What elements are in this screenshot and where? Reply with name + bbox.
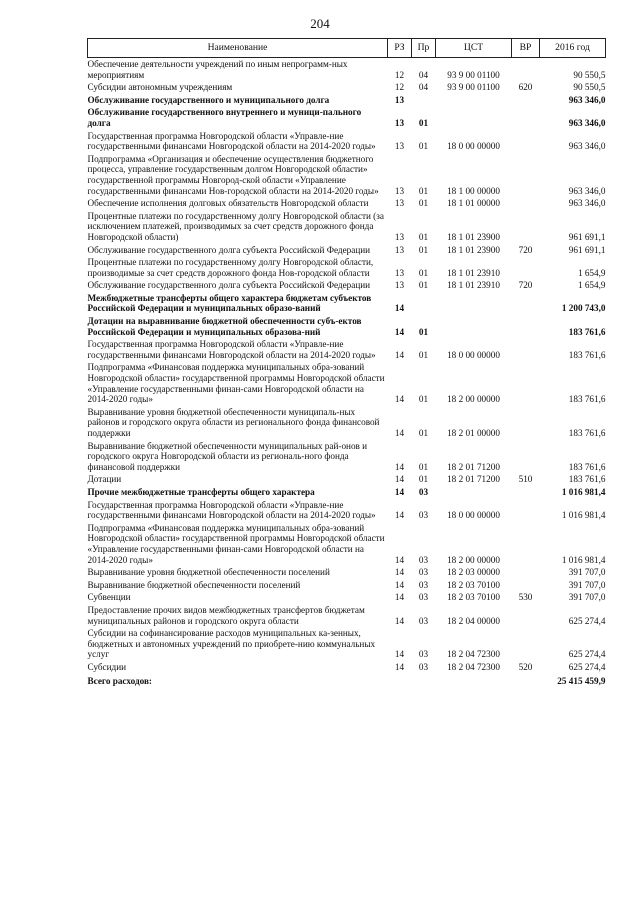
table-row bbox=[88, 153, 606, 197]
row-pr: 01 bbox=[418, 349, 429, 360]
row-cst bbox=[436, 106, 512, 129]
row-name: Обслуживание государственного и муниципального долга bbox=[87, 94, 330, 105]
row-rz: 14 bbox=[394, 567, 405, 578]
row-vr: 720 bbox=[518, 244, 533, 255]
table-row bbox=[88, 94, 606, 107]
row-name: Обслуживание государственного долга субъекта Российской Федерации bbox=[87, 280, 371, 291]
row-rz: 14 bbox=[394, 615, 405, 626]
row-sum: 1 016 981,4 bbox=[561, 486, 606, 497]
row-vr bbox=[512, 604, 540, 627]
row-name: Дотации на выравнивание бюджетной обеспеченности субъ-ектов Российской Федерации и муниципальных образова-ний bbox=[87, 316, 362, 337]
row-sum: 963 346,0 bbox=[568, 117, 606, 128]
row-pr: 01 bbox=[418, 280, 429, 291]
row-cst: 18 2 03 70100 bbox=[447, 579, 500, 590]
table-row bbox=[88, 315, 606, 338]
table-row bbox=[88, 244, 606, 257]
row-pr: 01 bbox=[418, 244, 429, 255]
row-rz: 14 bbox=[394, 349, 405, 360]
table-row bbox=[88, 106, 606, 129]
row-cst: 18 2 04 72300 bbox=[447, 661, 500, 672]
row-name: Субсидии на софинансирование расходов муниципальных ка-зенных, бюджетных и автономных учреждений по приобрете-нию коммунальных услуг bbox=[87, 628, 376, 660]
row-cst: 93 9 00 01100 bbox=[447, 69, 500, 80]
row-vr bbox=[512, 499, 540, 522]
row-vr bbox=[512, 406, 540, 440]
row-vr bbox=[512, 486, 540, 499]
row-rz: 14 bbox=[394, 661, 405, 672]
row-vr bbox=[512, 197, 540, 210]
row-cst bbox=[436, 486, 512, 499]
row-sum: 625 274,4 bbox=[568, 649, 606, 660]
row-pr: 03 bbox=[418, 554, 429, 565]
row-rz: 14 bbox=[394, 554, 405, 565]
row-pr: 03 bbox=[418, 615, 429, 626]
table-row bbox=[88, 591, 606, 604]
table-row bbox=[88, 256, 606, 279]
row-sum: 625 274,4 bbox=[568, 615, 606, 626]
row-pr: 03 bbox=[418, 486, 429, 497]
table-row bbox=[88, 440, 606, 474]
row-pr: 03 bbox=[418, 579, 429, 590]
row-name: Государственная программа Новгородской области «Управле-ние государственными финансами Новгородской области на 2014-2020 годы» bbox=[87, 130, 376, 152]
table-header-row bbox=[88, 39, 606, 58]
row-rz: 13 bbox=[394, 94, 405, 105]
row-name: Прочие межбюджетные трансферты общего характера bbox=[87, 486, 315, 497]
row-cst: 18 2 03 70100 bbox=[447, 592, 500, 603]
table-row bbox=[88, 197, 606, 210]
row-sum: 183 761,6 bbox=[568, 349, 606, 360]
row-pr: 01 bbox=[418, 117, 429, 128]
row-name: Государственная программа Новгородской области «Управле-ние государственными финансами Новгородской области на 2014-2020 годы» bbox=[87, 339, 376, 360]
row-cst: 18 1 01 00000 bbox=[447, 198, 500, 209]
row-name: Межбюджетные трансферты общего характера бюджетам субъектов Российской Федерации и муниципальных образо-ваний bbox=[87, 292, 372, 314]
row-vr bbox=[512, 579, 540, 592]
table-row bbox=[88, 81, 606, 94]
row-rz: 14 bbox=[394, 474, 405, 485]
row-vr bbox=[512, 153, 540, 197]
row-sum: 90 550,5 bbox=[573, 82, 606, 93]
row-sum: 391 707,0 bbox=[568, 592, 606, 603]
col-header-rz: РЗ bbox=[388, 39, 412, 58]
row-pr: 03 bbox=[418, 592, 429, 603]
row-name: Государственная программа Новгородской области «Управле-ние государственными финансами Новгородской области на 2014-2020 годы» bbox=[87, 499, 376, 521]
table-row bbox=[88, 58, 606, 82]
row-pr: 01 bbox=[418, 428, 429, 438]
col-header-year: 2016 год bbox=[540, 39, 606, 58]
row-cst: 93 9 00 01100 bbox=[447, 82, 500, 93]
row-name: Подпрограмма «Финансовая поддержка муниципальных обра-зований Новгородской области» государственной программы Новгородской области «Управление государственными финан-сами Новгородской области на 2014-2020 годы» bbox=[87, 522, 385, 565]
row-cst: 18 0 00 00000 bbox=[447, 141, 500, 152]
row-rz: 14 bbox=[394, 461, 405, 472]
row-sum: 963 346,0 bbox=[568, 141, 606, 152]
table-row bbox=[88, 338, 606, 361]
row-cst: 18 1 01 23900 bbox=[447, 244, 500, 255]
table-row bbox=[88, 661, 606, 674]
row-sum: 963 346,0 bbox=[568, 185, 606, 196]
row-sum: 183 761,6 bbox=[568, 394, 606, 405]
row-sum: 1 654,9 bbox=[577, 267, 606, 278]
row-name: Процентные платежи по государственному долгу Новгородской области, производимые за счет средств дорожного фонда Нов-городской области bbox=[87, 257, 374, 278]
row-sum: 1 654,9 bbox=[577, 280, 606, 291]
row-pr: 01 bbox=[418, 267, 429, 278]
row-cst: 18 2 00 00000 bbox=[447, 554, 500, 565]
row-name: Выравнивание уровня бюджетной обеспеченности поселений bbox=[87, 567, 330, 578]
row-rz: 13 bbox=[394, 117, 405, 128]
row-cst bbox=[436, 292, 512, 315]
row-pr: 01 bbox=[418, 231, 429, 242]
row-rz: 13 bbox=[394, 280, 405, 291]
table-row bbox=[88, 361, 606, 405]
row-sum: 961 691,1 bbox=[568, 244, 606, 255]
row-sum: 183 761,6 bbox=[568, 326, 606, 337]
row-vr: 620 bbox=[518, 82, 533, 93]
row-name: Выравнивание бюджетной обеспеченности муниципальных рай-онов и городского округа Новгородской области из региональ-ного фонда финансовой поддержки bbox=[87, 440, 368, 472]
row-sum: 391 707,0 bbox=[568, 567, 606, 578]
table-row bbox=[88, 627, 606, 661]
row-name: Предоставление прочих видов межбюджетных трансфертов бюджетам муниципальных районов и городского округа области bbox=[87, 604, 365, 626]
row-vr bbox=[512, 566, 540, 579]
row-vr bbox=[512, 315, 540, 338]
row-sum: 90 550,5 bbox=[573, 69, 606, 80]
row-rz: 13 bbox=[394, 141, 405, 152]
row-sum: 1 016 981,4 bbox=[561, 510, 606, 521]
row-sum: 183 761,6 bbox=[568, 428, 606, 438]
row-cst: 18 0 00 00000 bbox=[447, 510, 500, 521]
row-pr bbox=[412, 94, 436, 107]
row-sum: 963 346,0 bbox=[568, 94, 606, 105]
table-row bbox=[88, 406, 606, 440]
row-pr: 01 bbox=[418, 474, 429, 485]
row-vr bbox=[512, 256, 540, 279]
row-name: Выравнивание уровня бюджетной обеспеченности муниципаль-ных районов и городского округа области из регионального фонда финансовой поддержки bbox=[87, 406, 380, 438]
row-sum: 1 200 743,0 bbox=[561, 303, 606, 314]
expenditure-table bbox=[87, 38, 606, 688]
table-row bbox=[88, 130, 606, 153]
row-rz: 14 bbox=[394, 592, 405, 603]
row-rz: 13 bbox=[394, 185, 405, 196]
row-name: Обслуживание государственного долга субъекта Российской Федерации bbox=[87, 244, 371, 255]
row-rz: 14 bbox=[394, 428, 405, 438]
row-sum: 625 274,4 bbox=[568, 661, 606, 672]
row-cst: 18 2 01 71200 bbox=[447, 474, 500, 485]
row-rz: 13 bbox=[394, 267, 405, 278]
row-cst: 18 1 01 23910 bbox=[447, 280, 500, 291]
row-rz: 14 bbox=[394, 394, 405, 405]
row-name: Процентные платежи по государственному долгу Новгородской области (за исключением платежей, производимых за счет средств дорожного фонда Новгородской области) bbox=[87, 210, 384, 242]
row-rz: 14 bbox=[394, 579, 405, 590]
col-header-cst: ЦСТ bbox=[436, 39, 512, 58]
row-cst: 18 2 04 72300 bbox=[447, 649, 500, 660]
row-name: Обеспечение исполнения долговых обязательств Новгородской области bbox=[87, 198, 369, 209]
col-header-name: Наименование bbox=[88, 39, 388, 58]
row-vr bbox=[512, 361, 540, 405]
row-pr bbox=[412, 292, 436, 315]
row-vr bbox=[512, 58, 540, 82]
row-sum: 963 346,0 bbox=[568, 198, 606, 209]
row-pr: 01 bbox=[418, 185, 429, 196]
row-cst: 18 0 00 00000 bbox=[447, 349, 500, 360]
col-header-pr: Пр bbox=[412, 39, 436, 58]
row-sum: 183 761,6 bbox=[568, 461, 606, 472]
row-pr: 01 bbox=[418, 141, 429, 152]
table-row bbox=[88, 604, 606, 627]
row-rz: 13 bbox=[394, 231, 405, 242]
row-vr bbox=[512, 627, 540, 661]
row-cst bbox=[436, 315, 512, 338]
table-row bbox=[88, 522, 606, 566]
row-name: Выравнивание бюджетной обеспеченности поселений bbox=[87, 579, 301, 590]
row-rz: 14 bbox=[394, 649, 405, 660]
row-cst: 18 2 03 00000 bbox=[447, 567, 500, 578]
row-pr: 04 bbox=[418, 69, 429, 80]
row-cst: 18 2 04 00000 bbox=[447, 615, 500, 626]
table-row bbox=[88, 292, 606, 315]
total-sum: 25 415 459,9 bbox=[557, 676, 606, 687]
row-vr bbox=[512, 292, 540, 315]
row-cst: 18 2 01 71200 bbox=[447, 461, 500, 472]
row-sum: 961 691,1 bbox=[568, 231, 606, 242]
row-pr: 01 bbox=[418, 461, 429, 472]
row-vr: 520 bbox=[518, 661, 533, 672]
row-name: Субвенции bbox=[87, 592, 131, 603]
row-cst: 18 1 01 23910 bbox=[447, 267, 500, 278]
page-number: 204 bbox=[310, 16, 330, 31]
table-row bbox=[88, 473, 606, 486]
table-row bbox=[88, 210, 606, 244]
col-header-vr: ВР bbox=[512, 39, 540, 58]
row-pr: 01 bbox=[418, 326, 429, 337]
row-pr: 03 bbox=[418, 649, 429, 660]
row-vr bbox=[512, 106, 540, 129]
row-sum: 183 761,6 bbox=[568, 474, 606, 485]
row-cst: 18 2 00 00000 bbox=[447, 394, 500, 405]
row-name: Подпрограмма «Организация и обеспечение осуществления бюджетного процесса, управление государственным долгом Новгородской области» государственной программы Новгород-ской области «Управление государственными финансами Нов-городской области на 2014-2020 годы» bbox=[87, 153, 379, 196]
row-pr: 04 bbox=[418, 82, 429, 93]
row-rz: 14 bbox=[394, 326, 405, 337]
row-pr: 01 bbox=[418, 198, 429, 209]
row-vr bbox=[512, 522, 540, 566]
total-row bbox=[88, 673, 606, 688]
row-vr bbox=[512, 210, 540, 244]
row-pr: 03 bbox=[418, 661, 429, 672]
row-sum: 391 707,0 bbox=[568, 579, 606, 590]
row-vr bbox=[512, 94, 540, 107]
table-row bbox=[88, 499, 606, 522]
row-sum: 1 016 981,4 bbox=[561, 554, 606, 565]
row-name: Обеспечение деятельности учреждений по иным непрограмм-ных мероприятиям bbox=[87, 59, 348, 80]
row-cst: 18 1 01 23900 bbox=[447, 231, 500, 242]
table-row bbox=[88, 279, 606, 292]
row-vr bbox=[512, 130, 540, 153]
row-rz: 14 bbox=[394, 486, 405, 497]
row-name: Обслуживание государственного внутреннего и муници-пального долга bbox=[87, 107, 362, 128]
row-cst bbox=[436, 94, 512, 107]
row-rz: 14 bbox=[394, 510, 405, 521]
row-vr: 530 bbox=[518, 592, 533, 603]
table-body bbox=[88, 58, 606, 674]
row-vr bbox=[512, 440, 540, 474]
row-rz: 12 bbox=[394, 69, 405, 80]
table-row bbox=[88, 579, 606, 592]
row-vr: 510 bbox=[518, 474, 533, 485]
row-rz: 12 bbox=[394, 82, 405, 93]
row-vr bbox=[512, 338, 540, 361]
row-name: Дотации bbox=[87, 474, 122, 485]
row-name: Подпрограмма «Финансовая поддержка муниципальных обра-зований Новгородской области» государственной программы Новгородской области «Управление государственными финан-сами Новгородской области на 2014-2020 годы» bbox=[87, 362, 385, 405]
table-row bbox=[88, 566, 606, 579]
table-row bbox=[88, 486, 606, 499]
row-cst: 18 1 00 00000 bbox=[447, 185, 500, 196]
row-cst: 18 2 01 00000 bbox=[447, 428, 500, 438]
row-pr: 03 bbox=[418, 567, 429, 578]
row-name: Субсидии автономным учреждениям bbox=[87, 82, 233, 93]
total-label: Всего расходов: bbox=[87, 676, 152, 687]
row-name: Субсидии bbox=[87, 661, 127, 672]
row-rz: 13 bbox=[394, 244, 405, 255]
row-vr: 720 bbox=[518, 280, 533, 291]
row-pr: 03 bbox=[418, 510, 429, 521]
row-rz: 13 bbox=[394, 198, 405, 209]
row-pr: 01 bbox=[418, 394, 429, 405]
row-rz: 14 bbox=[394, 303, 405, 314]
